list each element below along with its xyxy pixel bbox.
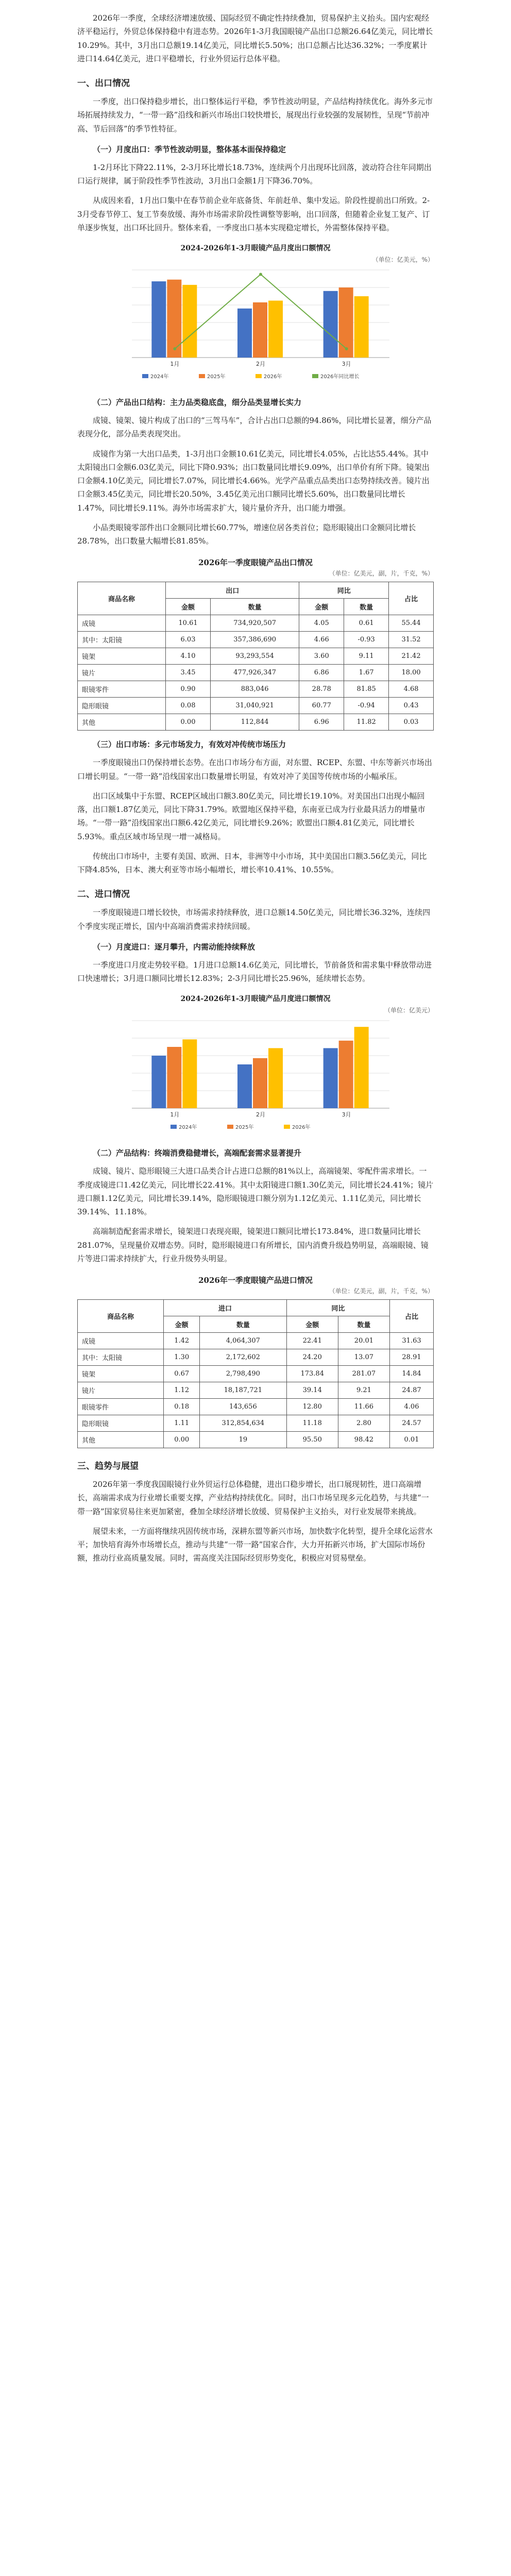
paragraph-intro: 2026年一季度，全球经济增速放缓、国际经贸不确定性持续叠加，贸易保护主义抬头。国内宏观经济平稳运行，外贸总体保持稳中有进态势。2026年1-3月我国眼镜产品出口总额26.64亿美元，同比增长10.29%。其中，3月出口总额19.14亿美元，同比增长5.50%；出口总额占比达36.32%；一季度累计进口14.64亿美元，进口平稳增长，行业外贸运行总体平稳。: [77, 13, 433, 63]
legend-swatch: [142, 374, 148, 378]
table-cell: 0.61: [344, 615, 389, 632]
import-table-title: 2026年一季度眼镜产品进口情况: [198, 1276, 313, 1285]
export-chart: [77, 243, 434, 388]
table-cell: 4.05: [299, 615, 344, 632]
table-cell: 93,293,554: [210, 648, 299, 665]
table-cell: 4,064,307: [200, 1333, 287, 1349]
table-cell: 18,187,721: [200, 1382, 287, 1399]
table-cell: 1.42: [164, 1333, 200, 1349]
col-quantity: 数量: [210, 599, 299, 615]
bar: [268, 301, 283, 358]
paragraph-import-structure: 成镜、镜片、隐形眼镜三大进口品类合计占进口总额的81%以上，高端镜架、零配件需求增长。一季度成镜进口1.42亿美元，同比增长22.41%。其中太阳镜进口额1.30亿美元，同比增长24.41%；镜片进口额1.12亿美元，同比增长39.14%，隐形眼镜进口额分别为1.12亿美元、1.11亿美元，同比增长39.14%、11.18%。: [77, 1166, 434, 1216]
table1-row: [78, 714, 434, 731]
table-cell: 357,386,690: [210, 632, 299, 648]
table-cell: 4.66: [299, 632, 344, 648]
paragraph-category-detail: 成镜作为第一大出口品类，1-3月出口金额10.61亿美元，同比增长4.05%，占比达55.44%。其中太阳镜出口金额6.03亿美元，同比下降0.93%；出口数量同比增长9.09%，出口单价有所下降。镜架出口金额4.10亿美元，同比增长7.07%，同比增长4.66%。光学产品重点品类出口态势持续改善。镜片出口金额3.45亿美元，同比增长20.50%，3.45亿美元出口额同比增长5.60%，出口数量同比增长1.47%，同比增长9.11%。海外市场需求扩大，镜片量价齐升，出口能力增强。: [77, 449, 430, 513]
col-yoy: 同比: [299, 582, 389, 599]
section-heading-export: 一、出口情况: [77, 78, 130, 89]
x-tick-label: 3月: [342, 1111, 351, 1118]
table2-row: [78, 1432, 434, 1448]
subheading-export-markets: （三）出口市场：多元市场发力，有效对冲传统市场压力: [93, 740, 286, 750]
row-label: 成镜: [78, 1333, 164, 1349]
table-cell: 81.85: [344, 681, 389, 698]
legend-swatch: [312, 374, 318, 378]
legend-label: 2026年: [292, 1125, 311, 1131]
legend-swatch: [199, 374, 205, 378]
row-label: 镜架: [78, 648, 166, 665]
x-tick-label: 3月: [342, 361, 351, 367]
table-cell: 4.10: [166, 648, 211, 665]
table-cell: 31.52: [389, 632, 434, 648]
import-chart: [77, 993, 434, 1139]
subheading-import-structure: （二）产品结构：终端消费稳健增长，高端配套需求显著提升: [93, 1148, 302, 1158]
subheading-export-structure: （二）产品出口结构：主力品类稳底盘，细分品类显增长实力: [93, 398, 302, 407]
row-label: 其中：太阳镜: [78, 632, 166, 648]
paragraph-outlook-future: 展望未来，一方面将继续巩固传统市场，深耕东盟等新兴市场，加快数字化转型，提升全球化运营水平；加快培育海外市场增长点，推动与共建“一带一路”国家合作，大力开拓新兴市场，扩大国际市场份额，推动行业高质量发展。同时，需高度关注国际经贸形势变化，积极应对贸易壁垒。: [77, 1526, 433, 1563]
paragraph-outlook-summary: 2026年第一季度我国眼镜行业外贸运行总体稳健，进出口稳步增长，出口展现韧性，进口高端增长，高端需求成为行业增长重要支撑，产业结构持续优化。同时，出口市场呈现多元化趋势，与共建“一带一路”国家贸易往来更加紧密，叠加全球经济增长放缓、贸易保护主义抬头，对行业发展带来挑战。: [77, 1480, 429, 1516]
bar: [339, 1041, 353, 1108]
table-cell: 0.01: [390, 1432, 434, 1448]
col-share: 占比: [389, 582, 434, 615]
paragraph-monthly-causes: 从成因来看，1月出口集中在春节前企业年底备货、年前赶单、集中发运。阶段性提前出口所致。2-3月受春节停工、复工节奏放缓、海外市场需求阶段性调整等影响，出口回落，但随着企业复工复产、订单逐步恢复，出口环比回升。整体来看，一季度出口基本实现稳定增长，外需整体保持平稳。: [77, 196, 430, 232]
bar: [237, 309, 252, 358]
table-cell: 143,656: [200, 1399, 287, 1415]
table-cell: 3.45: [166, 665, 211, 681]
bar: [151, 1056, 166, 1108]
trend-point: [345, 347, 348, 350]
col-amount: 金额: [164, 1316, 200, 1333]
bar: [354, 1027, 369, 1108]
x-tick-label: 2月: [256, 361, 265, 367]
table2-row: [78, 1382, 434, 1399]
bar: [253, 1058, 267, 1108]
bar: [182, 1040, 197, 1109]
row-label: 眼镜零件: [78, 681, 166, 698]
bar: [323, 1048, 338, 1109]
table1-row: [78, 681, 434, 698]
table-cell: 1.67: [344, 665, 389, 681]
table-cell: 0.08: [166, 698, 211, 714]
table-cell: 1.12: [164, 1382, 200, 1399]
table-cell: 2,798,490: [200, 1366, 287, 1382]
import-table-unit: （单位：亿美元，副，片，千克，%）: [329, 1287, 434, 1295]
legend-label: 2026年: [264, 374, 282, 380]
table-cell: 4.06: [390, 1399, 434, 1415]
paragraph-monthly-import: 一季度进口月度走势较平稳。1月进口总额14.6亿美元，同比增长，节前备货和需求集中释放带动进口快速增长；3月进口额同比增长12.83%；2-3月同比增长25.96%，延续增长态势。: [77, 960, 432, 983]
table-cell: 6.96: [299, 714, 344, 731]
row-label: 其中：太阳镜: [78, 1349, 164, 1366]
table1-row: [78, 648, 434, 665]
table-cell: 31.63: [390, 1333, 434, 1349]
col-amount: 金额: [166, 599, 211, 615]
table-cell: 3.60: [299, 648, 344, 665]
legend-swatch: [171, 1125, 177, 1129]
x-tick-label: 2月: [256, 1111, 265, 1118]
import-chart-title: 2024-2026年1-3月眼镜产品月度进口额情况: [180, 995, 331, 1004]
table-cell: 1.30: [164, 1349, 200, 1366]
col-yoy: 同比: [286, 1300, 389, 1316]
table-cell: 60.77: [299, 698, 344, 714]
table2-row: [78, 1415, 434, 1432]
bar: [268, 1048, 283, 1109]
x-tick-label: 1月: [170, 361, 180, 367]
table-cell: 55.44: [389, 615, 434, 632]
table-cell: 11.66: [338, 1399, 389, 1415]
table-cell: 4.68: [389, 681, 434, 698]
paragraph-import-summary: 一季度眼镜进口增长较快，市场需求持续释放，进口总额14.50亿美元，同比增长36.32%，连续四个季度实现正增长，国内中高端消费需求持续回暖。: [77, 908, 431, 931]
table-cell: 9.21: [338, 1382, 389, 1399]
row-label: 眼镜零件: [78, 1399, 164, 1415]
table-cell: 10.61: [166, 615, 211, 632]
paragraph-big-three: 成镜、镜架、镜片构成了出口的“三驾马车”，合计占出口总额的94.86%，同比增长显著，细分产品表现分化，部分品类表现突出。: [77, 416, 432, 439]
table-cell: 28.78: [299, 681, 344, 698]
table-cell: -0.93: [344, 632, 389, 648]
bar: [167, 1047, 181, 1108]
table-cell: 0.18: [164, 1399, 200, 1415]
table-cell: 14.84: [390, 1366, 434, 1382]
export-chart-title: 2024-2026年1-3月眼镜产品月度出口额情况: [180, 244, 331, 252]
table-cell: 31,040,921: [210, 698, 299, 714]
table-cell: 2.80: [338, 1415, 389, 1432]
legend-label: 2025年: [207, 374, 226, 380]
table-cell: 98.42: [338, 1432, 389, 1448]
paragraph-regions: 出口区域集中于东盟、RCEP区域出口额3.80亿美元，同比增长19.10%。对美国出口出现小幅回落，出口额1.87亿美元，同比下降31.79%。欧盟地区保持平稳，东南亚已成为行业最具活力的增量市场。“一带一路”沿线国家出口额6.42亿美元，同比增长9.26%；欧盟出口额4.81亿美元，同比增长5.93%。重点区域市场呈现一增一减格局。: [77, 791, 425, 841]
table-cell: 95.50: [286, 1432, 338, 1448]
table2-row: [78, 1399, 434, 1415]
table-cell: 2,172,602: [200, 1349, 287, 1366]
x-tick-label: 1月: [170, 1111, 180, 1118]
section-heading-import: 二、进口情况: [77, 889, 130, 900]
legend-label: 2024年: [179, 1125, 197, 1131]
row-label: 镜架: [78, 1366, 164, 1382]
table-cell: 6.86: [299, 665, 344, 681]
export-chart-unit: （单位：亿美元，%）: [372, 256, 434, 263]
col-share: 占比: [390, 1300, 434, 1333]
table-cell: 11.18: [286, 1415, 338, 1432]
table-cell: 477,926,347: [210, 665, 299, 681]
export-table-unit: （单位：亿美元，副，片，千克，%）: [329, 570, 434, 578]
row-label: 隐形眼镜: [78, 698, 166, 714]
table-cell: 11.82: [344, 714, 389, 731]
paragraph-monthly-export: 1-2月环比下降22.11%，2-3月环比增长18.73%，连续两个月出现环比回落，波动符合往年同期出口运行规律，属于阶段性季节性波动，3月出口金额1月下降36.70%。: [77, 162, 432, 185]
table1-row: [78, 615, 434, 632]
row-label: 镜片: [78, 1382, 164, 1399]
col-name: 商品名称: [78, 1300, 164, 1333]
table-cell: 24.57: [390, 1415, 434, 1432]
bar: [323, 291, 338, 358]
import-chart-svg: [111, 1015, 400, 1139]
export-chart-svg: [111, 265, 400, 388]
table-cell: 12.80: [286, 1399, 338, 1415]
table-cell: 734,920,507: [210, 615, 299, 632]
col-amount-yoy: 金额: [286, 1316, 338, 1333]
import-table-body: [78, 1333, 434, 1448]
table-cell: 883,046: [210, 681, 299, 698]
table-cell: 13.07: [338, 1349, 389, 1366]
bar: [167, 280, 181, 358]
paragraph-markets-overview: 一季度眼镜出口仍保持增长态势。在出口市场分布方面，对东盟、RCEP、东盟、中东等新兴市场出口增长明显。“一带一路”沿线国家出口数量增长明显，有效对冲了美国等传统市场的小幅承压。: [77, 758, 432, 781]
table-cell: 0.43: [389, 698, 434, 714]
import-chart-unit: （单位：亿美元）: [384, 1007, 434, 1014]
trend-point: [173, 347, 176, 350]
bar: [339, 287, 353, 358]
table1-row: [78, 665, 434, 681]
legend-swatch: [284, 1125, 290, 1129]
paragraph-export-summary: 一季度，出口保持稳步增长，出口整体运行平稳，季节性波动明显，产品结构持续优化。海外多元市场拓展持续发力，“一带一路”沿线和新兴市场出口较快增长，展现出行业较强的发展韧性，呈现“节前冲高、节后回落”的季节性特征。: [77, 97, 433, 133]
col-quantity-yoy: 数量: [344, 599, 389, 615]
bar: [354, 296, 369, 358]
row-label: 镜片: [78, 665, 166, 681]
bar: [182, 285, 197, 358]
table-cell: 28.91: [390, 1349, 434, 1366]
legend-swatch: [256, 374, 262, 378]
import-table: [77, 1299, 434, 1448]
section-heading-outlook: 三、趋势与展望: [77, 1461, 139, 1471]
table-cell: 24.20: [286, 1349, 338, 1366]
table-cell: 173.84: [286, 1366, 338, 1382]
subheading-monthly-import: （一）月度进口：逐月攀升，内需动能持续释放: [93, 942, 256, 952]
row-label: 成镜: [78, 615, 166, 632]
row-label: 其他: [78, 714, 166, 731]
table-cell: 21.42: [389, 648, 434, 665]
export-table-title: 2026年一季度眼镜产品出口情况: [198, 558, 313, 568]
table2-row: [78, 1333, 434, 1349]
paragraph-small-categories: 小品类眼镜零部件出口金额同比增长60.77%，增速位居各类首位；隐形眼镜出口金额同比增长28.78%，出口数量大幅增长81.85%。: [77, 522, 416, 546]
table-cell: 1.11: [164, 1415, 200, 1432]
legend-label: 2025年: [235, 1125, 254, 1131]
table-cell: 0.90: [166, 681, 211, 698]
table-cell: 0.03: [389, 714, 434, 731]
table-cell: 0.67: [164, 1366, 200, 1382]
table-cell: 22.41: [286, 1333, 338, 1349]
export-table-body: [78, 615, 434, 731]
row-label: 其他: [78, 1432, 164, 1448]
table-cell: 112,844: [210, 714, 299, 731]
export-table: [77, 582, 434, 731]
table-cell: 0.00: [166, 714, 211, 731]
col-amount-yoy: 金额: [299, 599, 344, 615]
col-name: 商品名称: [78, 582, 166, 615]
bar: [151, 281, 166, 358]
col-quantity: 数量: [200, 1316, 287, 1333]
table2-row: [78, 1349, 434, 1366]
legend-label: 2026年同比增长: [320, 374, 360, 380]
table-cell: 18.00: [389, 665, 434, 681]
table2-row: [78, 1366, 434, 1382]
col-export: 出口: [166, 582, 299, 599]
table-cell: 6.03: [166, 632, 211, 648]
col-import: 进口: [164, 1300, 286, 1316]
legend-label: 2024年: [150, 374, 169, 380]
table1-row: [78, 632, 434, 648]
table-cell: 312,854,634: [200, 1415, 287, 1432]
row-label: 隐形眼镜: [78, 1415, 164, 1432]
table-cell: 281.07: [338, 1366, 389, 1382]
col-quantity-yoy: 数量: [338, 1316, 389, 1333]
bar: [253, 302, 267, 358]
table-cell: 20.01: [338, 1333, 389, 1349]
paragraph-traditional-markets: 传统出口市场中，主要有美国、欧洲、日本，非洲等中小市场，其中美国出口额3.56亿美元，同比下降4.85%，日本、澳大利亚等市场小幅增长，增长率10.41%、10.55%。: [77, 851, 427, 874]
bar: [237, 1064, 252, 1108]
table1-row: [78, 698, 434, 714]
table-cell: 9.11: [344, 648, 389, 665]
table-cell: 39.14: [286, 1382, 338, 1399]
table-cell: 19: [200, 1432, 287, 1448]
trend-point: [259, 273, 262, 276]
paragraph-import-frames: 高端制造配套需求增长，镜架进口表现亮眼，镜架进口额同比增长173.84%，进口数量同比增长281.07%，呈现量价双增态势。同时，隐形眼镜进口有所增长，国内消费升级趋势明显，高端眼镜、镜片等进口需求持续扩大，行业升级势头明显。: [77, 1227, 429, 1263]
table-cell: 24.87: [390, 1382, 434, 1399]
table-cell: 0.00: [164, 1432, 200, 1448]
legend-swatch: [227, 1125, 233, 1129]
subheading-monthly-export: （一）月度出口：季节性波动明显，整体基本面保持稳定: [93, 144, 286, 154]
table-cell: -0.94: [344, 698, 389, 714]
